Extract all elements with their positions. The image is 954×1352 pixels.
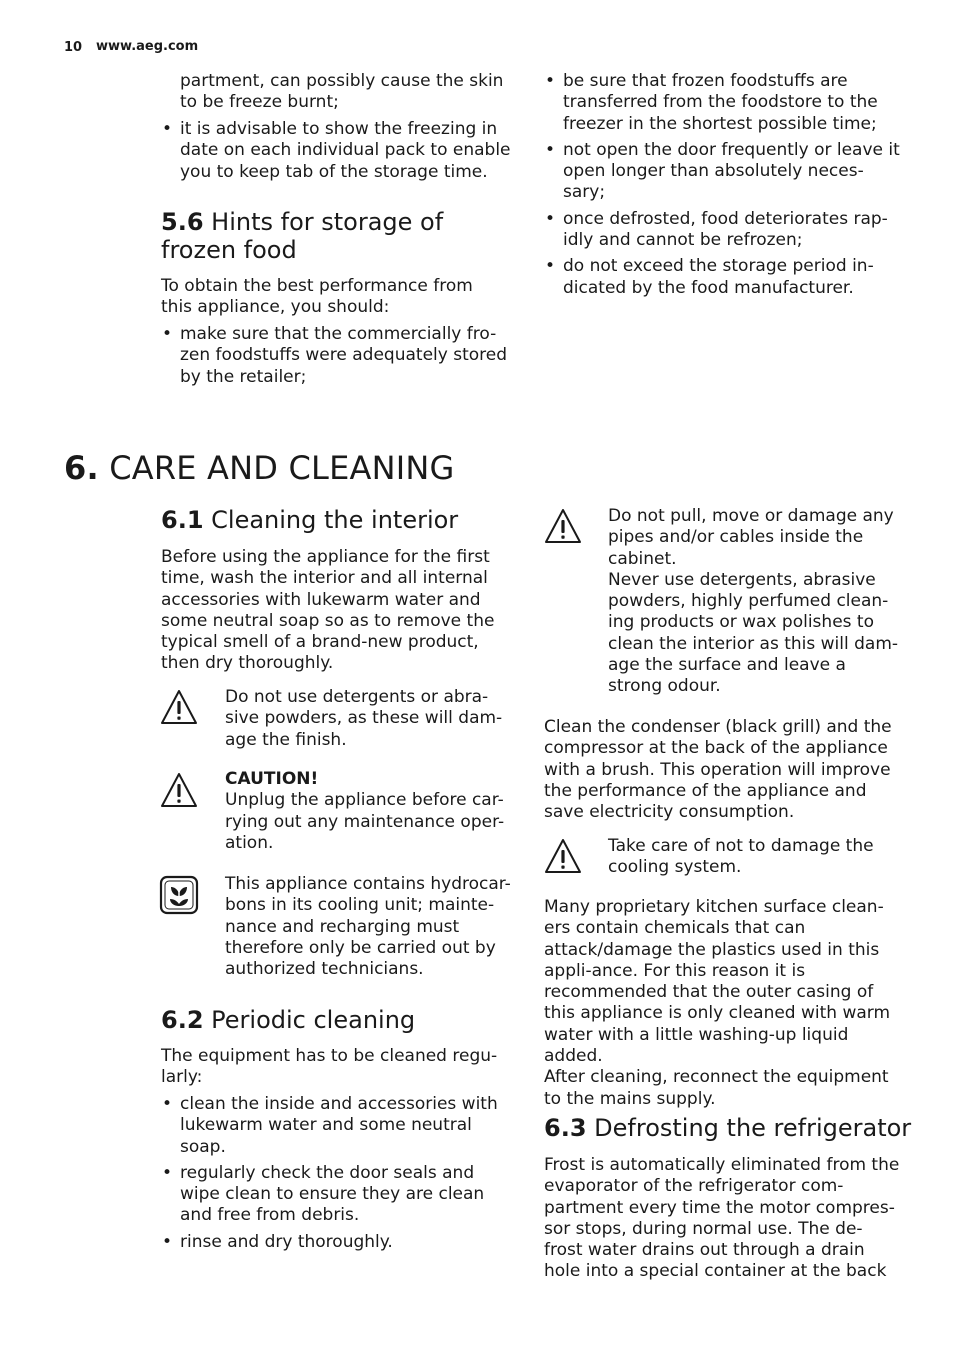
list-item: • clean the inside and accessories with lukewarm water and some neutral soap. (161, 1094, 518, 1158)
section-title: Periodic cleaning (211, 1006, 416, 1034)
list-item: • make sure that the commercially fro-zen foodstuffs were adequately stored by the retailer; (161, 324, 518, 388)
warning-text: Never use detergents, abrasive powders, highly perfumed clean-ing products or wax polishes to clean the interior as this will dam-age the surface and leave a strong odour. (608, 569, 899, 697)
chapter-heading (64, 449, 864, 487)
section-number: 5.6 (161, 208, 204, 236)
reconnect-text: After cleaning, reconnect the equipment to the mains supply. (544, 1067, 889, 1109)
section-number: 6.1 (161, 506, 204, 534)
list-item: • it is advisable to show the freezing in date on each individual pack to enable you to keep tab of the storage time. (161, 119, 518, 183)
section-number: 6.3 (544, 1114, 587, 1142)
periodic-cleaning-bullets (161, 1094, 518, 1258)
section-number: 6.2 (161, 1006, 204, 1034)
section-heading-6-3 (544, 1114, 924, 1142)
warning-icon (543, 507, 583, 547)
interior-paragraph: Before using the appliance for the first time, wash the interior and all internal accessories with lukewarm water and some neutral soap so as to remove the typical smell of a brand-new product, then dry thoroughly. (161, 547, 495, 674)
section-heading-6-2 (161, 1006, 521, 1034)
defrost-paragraph: Frost is automatically eliminated from the evaporator of the refrigerator com-partment every time the motor compres-sor stops, during normal use. The de-frost water drains out through a drain hole into a special container at the back (544, 1155, 900, 1282)
page-number: 10 (64, 40, 83, 55)
environment-icon (159, 875, 199, 915)
caution-text: Unplug the appliance before car-rying out any maintenance oper-ation. (225, 790, 505, 853)
right-top-bullets (544, 71, 900, 304)
section-heading-5-6 (161, 208, 521, 264)
site-url: www.aeg.com (96, 39, 199, 54)
section-title: Cleaning the interior (211, 506, 459, 534)
cleaners-paragraph (544, 897, 900, 1110)
section-intro: The equipment has to be cleaned regu-larly: (161, 1046, 498, 1088)
section-intro: To obtain the best performance from this appliance, you should: (161, 276, 473, 318)
left-top-bullets (161, 119, 518, 188)
warning-icon (543, 837, 583, 877)
warning-text: Do not pull, move or damage any pipes and/or cables inside the cabinet. (608, 506, 894, 569)
list-item: • once defrosted, food deteriorates rap-idly and cannot be refrozen; (544, 209, 900, 252)
section-title: Defrosting the refrigerator (594, 1114, 912, 1142)
list-item: • not open the door frequently or leave it open longer than absolutely neces-sary; (544, 140, 900, 204)
caution-block (225, 769, 517, 854)
section-heading-6-1 (161, 506, 521, 534)
warning-icon (159, 771, 199, 811)
list-item: • rinse and dry thoroughly. (161, 1232, 518, 1253)
chapter-number: 6. (64, 449, 99, 487)
warning-text-block (608, 506, 900, 698)
list-item: • be sure that frozen foodstuffs are transferred from the foodstore to the freezer in the shortest possible time; (544, 71, 900, 135)
environment-note: This appliance contains hydrocar-bons in its cooling unit; mainte-nance and recharging must therefore only be carried out by authorized technicians. (225, 874, 511, 980)
section-title: Hints for storage of frozen food (161, 208, 444, 264)
condenser-paragraph: Clean the condenser (black grill) and the compressor at the back of the appliance with a brush. This operation will improve the performance of the appliance and save electricity consumption. (544, 717, 892, 823)
chapter-title: CARE AND CLEANING (109, 449, 455, 487)
list-item: • regularly check the door seals and wipe clean to ensure they are clean and free from debris. (161, 1163, 518, 1227)
warning-text: Do not use detergents or abra-sive powders, as these will dam-age the finish. (225, 687, 503, 750)
caution-title: CAUTION! (225, 769, 319, 789)
continuation-text: partment, can possibly cause the skin to be freeze burnt; (180, 71, 504, 113)
list-item: • do not exceed the storage period in-dicated by the food manufacturer. (544, 256, 900, 299)
cleaners-text: Many proprietary kitchen surface clean-ers contain chemicals that can attack/damage the plastics used in this appli-ance. For this reason it is recommended that the outer casing of this appliance is only cleaned with warm water with a little washing-up liquid added. (544, 897, 891, 1067)
section-5-6-bullets (161, 324, 518, 393)
warning-text: Take care of not to damage the cooling system. (608, 836, 874, 878)
warning-icon (159, 688, 199, 728)
